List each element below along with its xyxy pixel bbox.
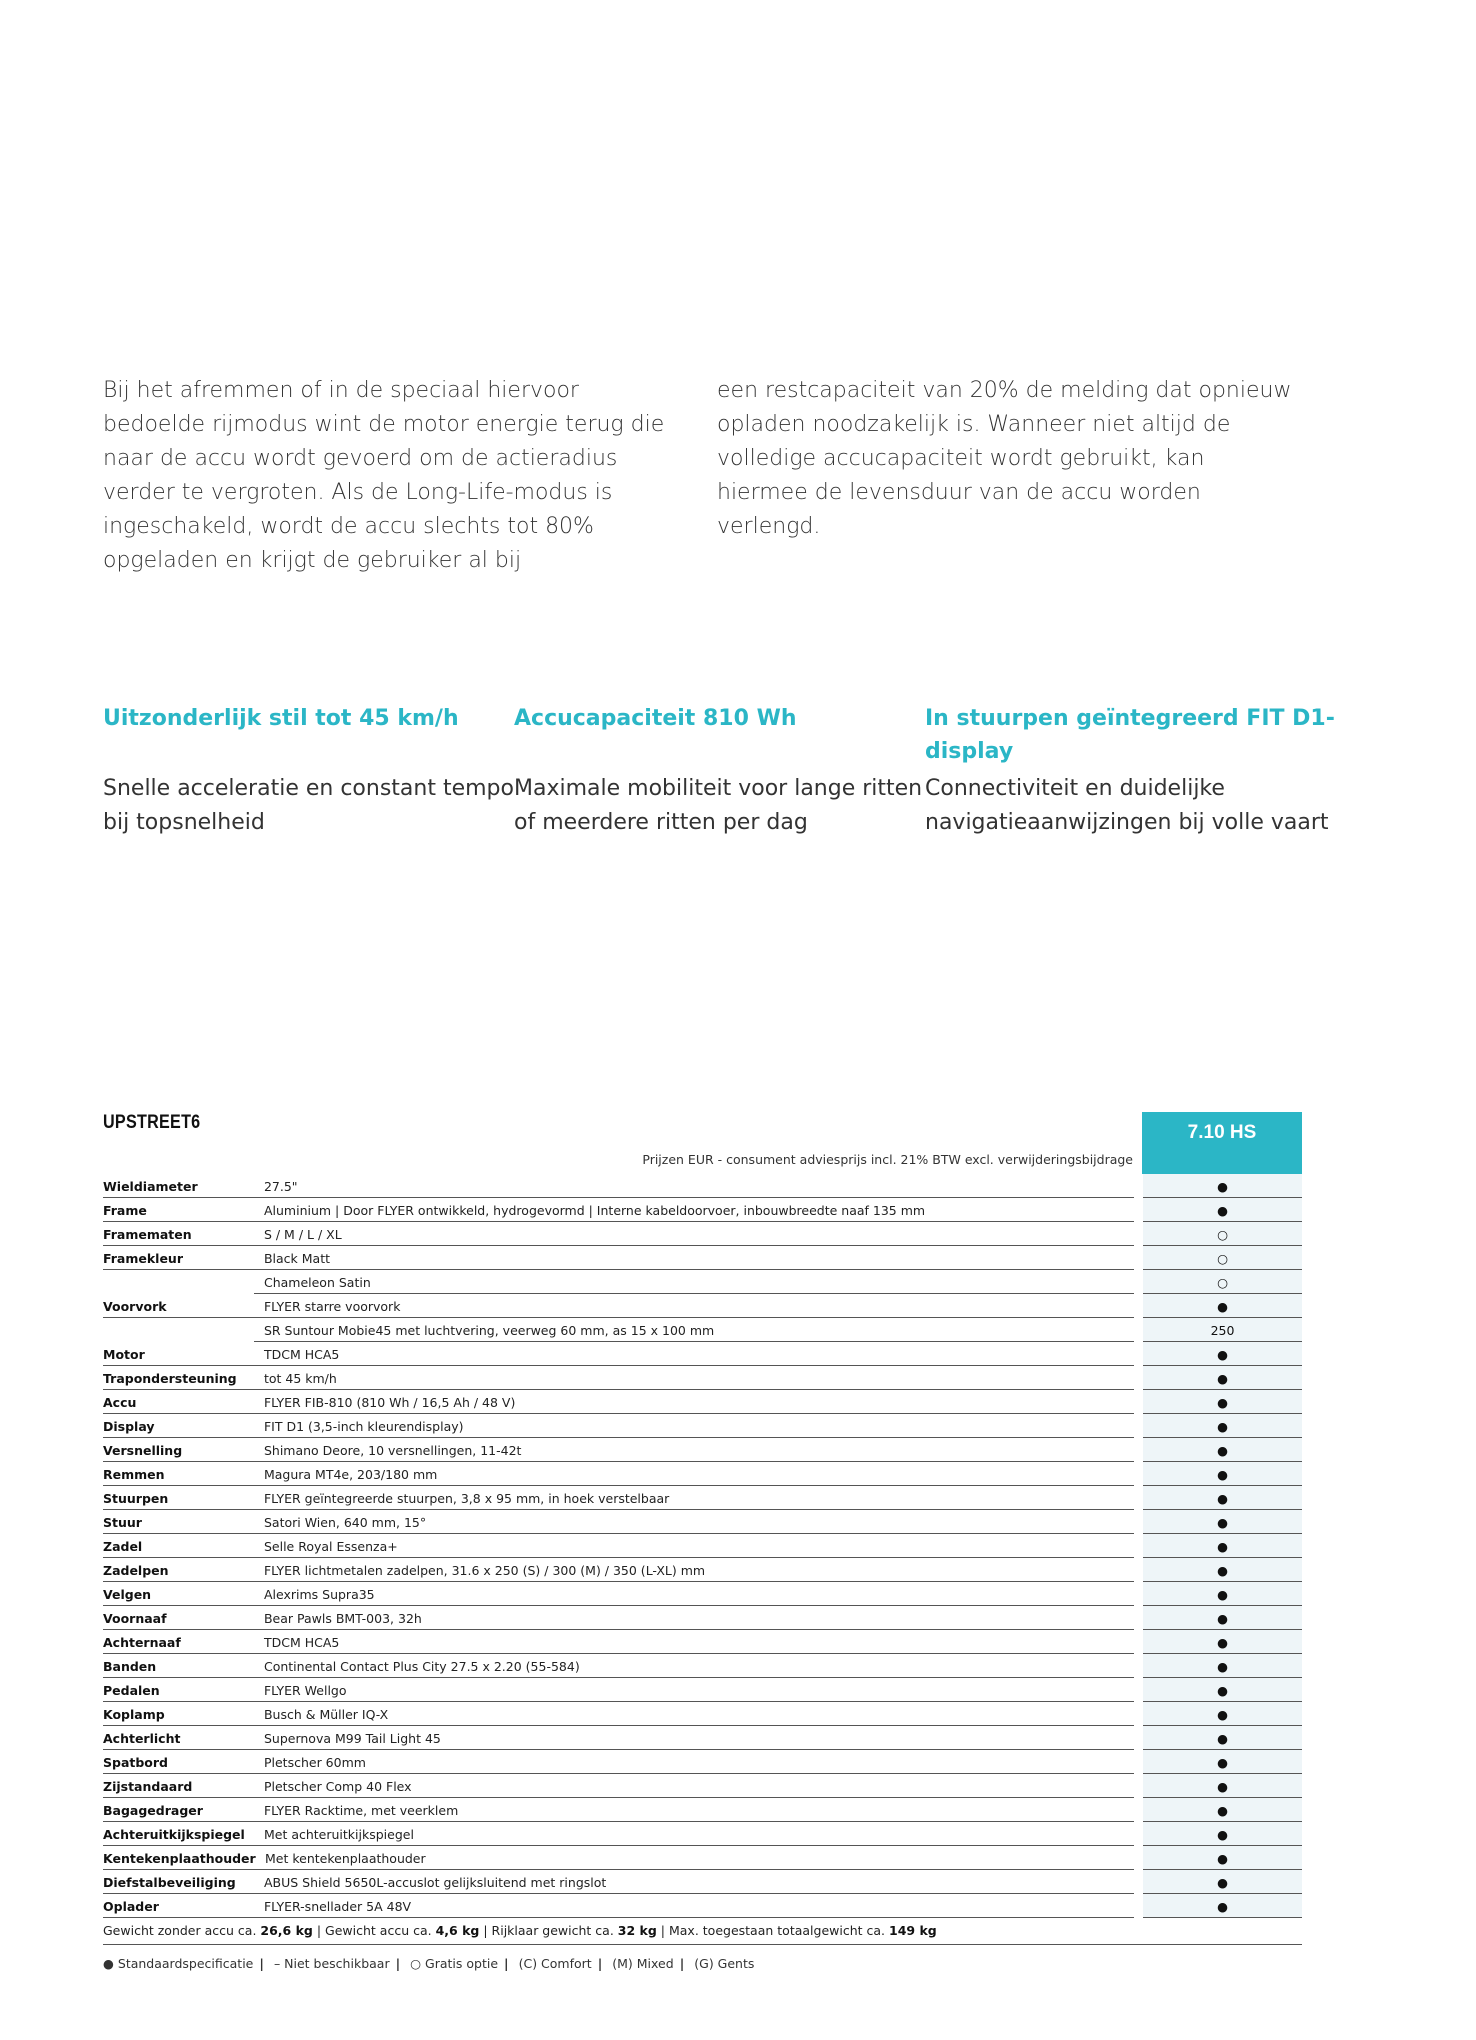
spec-value: Continental Contact Plus City 27.5 x 2.20 (55-584) [254,1654,1134,1678]
feature-title: In stuurpen geïntegreerd FIT D1-display [925,706,1335,764]
spec-value: tot 45 km/h [254,1366,1134,1390]
spec-row [103,1654,1302,1678]
spec-row [103,1294,1302,1318]
feature-display [925,702,1336,840]
legend: ● Standaardspecificatie | – Niet beschikbaar | ○ Gratis optie | (C) Comfort | (M) Mixed | (G) Gents [103,1956,755,1971]
spec-label: Kentekenplaathouder [103,1846,255,1870]
spec-label: Spatbord [103,1750,254,1774]
spec-value: FLYER-snellader 5A 48V [254,1894,1134,1918]
spec-label: Koplamp [103,1702,254,1726]
feature-silent [103,702,514,840]
intro-text [103,374,1303,578]
spec-row [103,1726,1302,1750]
spec-row [103,1534,1302,1558]
weight-label: Gewicht zonder accu ca. [103,1923,257,1938]
spec-availability: ● [1143,1606,1302,1630]
legend-gents: (G) Gents [694,1956,755,1971]
spec-row [103,1174,1302,1198]
legend-standard: ● Standaardspecificatie [103,1956,254,1971]
spec-value: FLYER starre voorvork [254,1294,1134,1318]
spec-availability: ● [1143,1774,1302,1798]
spec-row [103,1894,1302,1918]
spec-availability: ● [1143,1726,1302,1750]
spec-label: Trapondersteuning [103,1366,254,1390]
spec-value: Bear Pawls BMT-003, 32h [254,1606,1134,1630]
spec-row [103,1582,1302,1606]
spec-row [103,1606,1302,1630]
spec-label: Achteruitkijkspiegel [103,1822,254,1846]
spec-availability: ● [1143,1534,1302,1558]
spec-row [103,1870,1302,1894]
spec-availability: ○ [1143,1246,1302,1270]
spec-value: 27.5" [254,1174,1134,1198]
feature-text: Connectiviteit en duidelijke navigatieaanwijzingen bij volle vaart [925,776,1329,835]
spec-row [103,1198,1302,1222]
spec-availability: ● [1143,1510,1302,1534]
spec-label: Pedalen [103,1678,254,1702]
spec-label: Diefstalbeveiliging [103,1870,254,1894]
spec-row [103,1822,1302,1846]
feature-text: Maximale mobiliteit voor lange ritten of meerdere ritten per dag [514,776,923,835]
spec-availability: ● [1143,1174,1302,1198]
spec-label: Oplader [103,1894,254,1918]
spec-availability: ● [1143,1750,1302,1774]
spec-label: Stuurpen [103,1486,254,1510]
spec-value: FLYER geïntegreerde stuurpen, 3,8 x 95 mm, in hoek verstelbaar [254,1486,1134,1510]
spec-label: Achternaaf [103,1630,254,1654]
spec-label: Zijstandaard [103,1774,254,1798]
intro-left-paragraph: Bij het afremmen of in de speciaal hiervoor bedoelde rijmodus wint de motor energie terug die naar de accu wordt gevoerd om de actieradius verder te vergroten. Als de Long-Life-modus is ingeschakeld, wordt de accu slechts tot 80% opgeladen en krijgt de gebruiker al bij [103,378,665,573]
spec-value: Supernova M99 Tail Light 45 [254,1726,1134,1750]
weight-value: 32 kg [617,1923,657,1938]
intro-right-paragraph: een restcapaciteit van 20% de melding dat opnieuw opladen noodzakelijk is. Wanneer niet altijd de volledige accucapaciteit wordt gebruikt, kan hiermee de levensduur van de accu worden verlengd. [717,378,1292,539]
feature-text: Snelle acceleratie en constant tempo bij topsnelheid [103,776,514,835]
spec-label [103,1270,254,1294]
spec-value: Satori Wien, 640 mm, 15° [254,1510,1134,1534]
spec-value: Busch & Müller IQ-X [254,1702,1134,1726]
spec-label: Display [103,1414,254,1438]
spec-label: Voorvork [103,1294,254,1318]
spec-availability: ● [1143,1798,1302,1822]
spec-availability: ● [1143,1894,1302,1918]
weight-value: 149 kg [889,1923,937,1938]
spec-row [103,1222,1302,1246]
spec-row [103,1678,1302,1702]
weight-summary: Gewicht zonder accu ca. 26,6 kg | Gewicht accu ca. 4,6 kg | Rijklaar gewicht ca. 32 kg | Max. toegestaan totaalgewicht ca. 149 kg [103,1918,1302,1945]
spec-value: Pletscher Comp 40 Flex [254,1774,1134,1798]
spec-value: TDCM HCA5 [254,1630,1134,1654]
spec-label: Accu [103,1390,254,1414]
spec-label: Achterlicht [103,1726,254,1750]
spec-value: ABUS Shield 5650L-accuslot gelijksluitend met ringslot [254,1870,1134,1894]
model-name: UPSTREET6 [103,1112,201,1133]
spec-row [103,1630,1302,1654]
spec-row [103,1558,1302,1582]
spec-value: Black Matt [254,1246,1134,1270]
spec-label: Velgen [103,1582,254,1606]
spec-availability: ● [1143,1582,1302,1606]
spec-label [103,1318,254,1342]
weight-value: 26,6 kg [260,1923,313,1938]
legend-comfort: (C) Comfort [518,1956,592,1971]
spec-availability: ● [1143,1822,1302,1846]
spec-row [103,1270,1302,1294]
spec-label: Frame [103,1198,254,1222]
spec-value: FLYER lichtmetalen zadelpen, 31.6 x 250 (S) / 300 (M) / 350 (L-XL) mm [254,1558,1134,1582]
spec-availability: ● [1143,1846,1302,1870]
spec-value: S / M / L / XL [254,1222,1134,1246]
spec-label: Bagagedrager [103,1798,254,1822]
feature-title: Uitzonderlijk stil tot 45 km/h [103,706,459,731]
spec-row [103,1318,1302,1342]
features [103,702,1343,840]
spec-value: FLYER Racktime, met veerklem [254,1798,1134,1822]
spec-row [103,1510,1302,1534]
variant-header: 7.10 HS [1142,1112,1302,1174]
spec-row [103,1342,1302,1366]
spec-label: Remmen [103,1462,254,1486]
spec-label: Motor [103,1342,254,1366]
legend-unavailable: – Niet beschikbaar [273,1956,390,1971]
spec-availability: ● [1143,1678,1302,1702]
spec-value: SR Suntour Mobie45 met luchtvering, veerweg 60 mm, as 15 x 100 mm [254,1318,1134,1342]
spec-label: Framekleur [103,1246,254,1270]
spec-availability: ○ [1143,1270,1302,1294]
price-note: Prijzen EUR - consument adviesprijs incl. 21% BTW excl. verwijderingsbijdrage [642,1152,1133,1167]
spec-row [103,1438,1302,1462]
spec-label: Voornaaf [103,1606,254,1630]
feature-title: Accucapaciteit 810 Wh [514,706,797,731]
spec-row [103,1486,1302,1510]
spec-value: Magura MT4e, 203/180 mm [254,1462,1134,1486]
weight-label: Gewicht accu ca. [325,1923,432,1938]
spec-row [103,1798,1302,1822]
spec-row [103,1390,1302,1414]
spec-availability: ● [1143,1486,1302,1510]
spec-row [103,1462,1302,1486]
spec-label: Zadelpen [103,1558,254,1582]
feature-battery [514,702,925,840]
spec-value: Met achteruitkijkspiegel [254,1822,1134,1846]
weight-label: Rijklaar gewicht ca. [491,1923,614,1938]
spec-label: Banden [103,1654,254,1678]
spec-availability: ● [1143,1390,1302,1414]
spec-row [103,1846,1302,1870]
spec-availability: ● [1143,1702,1302,1726]
legend-free-option: ○ Gratis optie [410,1956,499,1971]
spec-row [103,1414,1302,1438]
legend-mixed: (M) Mixed [612,1956,674,1971]
spec-value: Aluminium | Door FLYER ontwikkeld, hydrogevormd | Interne kabeldoorvoer, inbouwbreedte naaf 135 mm [254,1198,1134,1222]
spec-availability: ● [1143,1414,1302,1438]
spec-availability: 250 [1143,1318,1302,1342]
spec-value: FLYER FIB-810 (810 Wh / 16,5 Ah / 48 V) [254,1390,1134,1414]
spec-availability: ● [1143,1438,1302,1462]
weight-label: Max. toegestaan totaalgewicht ca. [668,1923,886,1938]
spec-row [103,1246,1302,1270]
spec-label: Framematen [103,1222,254,1246]
spec-label: Stuur [103,1510,254,1534]
spec-availability: ● [1143,1654,1302,1678]
spec-row [103,1750,1302,1774]
spec-availability: ○ [1143,1222,1302,1246]
weight-value: 4,6 kg [435,1923,480,1938]
spec-row [103,1366,1302,1390]
spec-row [103,1702,1302,1726]
spec-availability: ● [1143,1198,1302,1222]
spec-availability: ● [1143,1558,1302,1582]
spec-value: Pletscher 60mm [254,1750,1134,1774]
spec-value: Selle Royal Essenza+ [254,1534,1134,1558]
spec-label: Zadel [103,1534,254,1558]
spec-availability: ● [1143,1366,1302,1390]
spec-availability: ● [1143,1462,1302,1486]
spec-availability: ● [1143,1870,1302,1894]
spec-value: FIT D1 (3,5-inch kleurendisplay) [254,1414,1134,1438]
spec-availability: ● [1143,1342,1302,1366]
spec-label: Wieldiameter [103,1174,254,1198]
spec-availability: ● [1143,1630,1302,1654]
spec-value: Alexrims Supra35 [254,1582,1134,1606]
spec-row [103,1774,1302,1798]
spec-value: Met kentekenplaathouder [255,1846,1134,1870]
spec-value: Chameleon Satin [254,1270,1134,1294]
spec-value: TDCM HCA5 [254,1342,1134,1366]
spec-table [103,1174,1302,1918]
spec-value: Shimano Deore, 10 versnellingen, 11-42t [254,1438,1134,1462]
spec-value: FLYER Wellgo [254,1678,1134,1702]
spec-availability: ● [1143,1294,1302,1318]
spec-label: Versnelling [103,1438,254,1462]
